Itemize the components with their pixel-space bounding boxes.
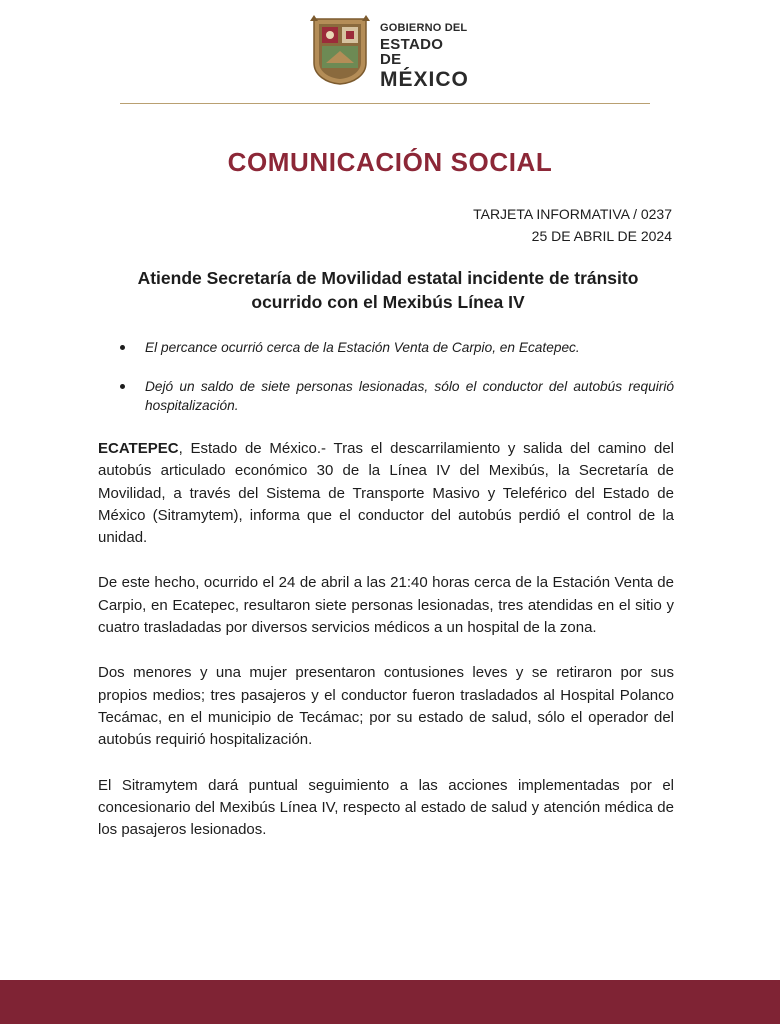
bullet-item (110, 377, 674, 415)
dateline: ECATEPEC (98, 440, 179, 457)
card-date: 25 DE ABRIL DE 2024 (531, 228, 672, 244)
gov-line-3: MÉXICO (380, 68, 469, 91)
bullet-text: El percance ocurrió cerca de la Estación Venta de Carpio, en Ecatepec. (145, 340, 580, 355)
coat-of-arms-icon (308, 13, 372, 85)
gov-line-1: GOBIERNO DEL (380, 22, 468, 34)
bullet-item (110, 338, 674, 357)
bullet-text: Dejó un saldo de siete personas lesionadas, sólo el conductor del autobús requirió hospitalización. (145, 379, 674, 413)
paragraph-1-text: , Estado de México.- Tras el descarrilamiento y salida del camino del autobús articulado económico 30 de la Línea IV del Mexibús, la Secretaría de Movilidad, a través del Sistema de Transporte Masivo y Teleférico del Estado de México (Sitramytem), informa que el conductor del autobús perdió el control de la unidad. (98, 440, 674, 547)
summary-bullets (110, 338, 674, 435)
card-number: TARJETA INFORMATIVA / 0237 (473, 206, 672, 222)
government-logo (308, 13, 469, 91)
paragraph-3: Dos menores y una mujer presentaron contusiones leves y se retiraron por sus propios medios; tres pasajeros y el conductor fueron trasladados al Hospital Polanco Tecámac, en el municipio de Tecámac; por su estado de salud, sólo el operador del autobús requirió hospitalización. (98, 664, 674, 749)
article-body (98, 438, 674, 864)
bullet-icon (120, 384, 125, 389)
header-divider (120, 103, 650, 104)
footer-band (0, 980, 780, 1024)
paragraph-4: El Sitramytem dará puntual seguimiento a las acciones implementadas por el concesionario del Mexibús Línea IV, respecto al estado de salud y atención médica de los pasajeros lesionados. (98, 776, 674, 839)
bullet-icon (120, 345, 125, 350)
headline: Atiende Secretaría de Movilidad estatal incidente de tránsito ocurrido con el Mexibús Línea IV (137, 268, 639, 312)
gov-line-2: ESTADO DE (380, 36, 444, 68)
paragraph-2: De este hecho, ocurrido el 24 de abril a las 21:40 horas cerca de la Estación Venta de Carpio, en Ecatepec, resultaron siete personas lesionadas, tres atendidas en el sitio y cuatro trasladadas por diversos servicios médicos a un hospital de la zona. (98, 574, 674, 637)
paragraph-1 (98, 438, 674, 549)
government-name (380, 23, 469, 90)
department-title: COMUNICACIÓN SOCIAL (227, 147, 553, 177)
card-meta (473, 203, 672, 247)
